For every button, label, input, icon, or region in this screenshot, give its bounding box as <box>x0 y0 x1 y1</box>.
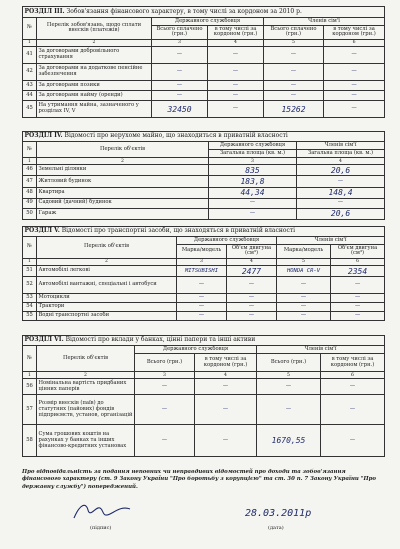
table-row: 58 Сума грошових коштів на рахунках у банках та інших фінансово-кредитних установах — — 1670,55 — <box>23 425 385 457</box>
signature-label: (підпис) <box>90 525 112 531</box>
s3-col-list-header: Перелік зобов'язань, щодо сплати внесків (платежів) <box>37 18 152 40</box>
section-5-table: РОЗДІЛ V. Відомості про транспортні засоби, що знаходяться в приватній власності № Перелік об'єктів Державного службовця Членів сім'ї Марка/модель Об'єм двигуна (см³) Марка/модель Об'єм двигуна (см³) 1 2 3 4 5 6 51 Автомобілі легкові MITSUBISHI 2477 HONDA CR-V 2354 52 Автомобілі вантажні, спеціальні і автобуси — — — — 53 Мотоцикли — — — — 54 Трактори — — — — 55 Водні транспортні засоби — — — — <box>22 226 385 321</box>
table-row: 44 За договорами найму (оренди) — — — — <box>23 91 385 101</box>
section-4-table: РОЗДІЛ IV. Відомості про нерухоме майно, що знаходиться в приватній власності № Перелік об'єктів Державного службовця Членів сім'ї Загальна площа (кв. м.) Загальна площа (кв. м.) 1 2 3 4 46 Земельні ділянки 835 20,6 47 Житловий будинок 183,8 — 48 Квартира 44,34 148,4 49 Садовий (дачний) будинок — — 50 Гараж — 20,6 <box>22 131 385 220</box>
section-3-table: РОЗДІЛ ІІІ. Зобов'язання фінансового характеру, в тому числі за кордоном за 2010 р. № Перелік зобов'язань, щодо сплати внесків (платежів) Державного службовця Членів сім'ї Всього сплачено (грн.) в тому числі за кордоном (грн.) Всього сплачено (грн.) в тому числі за кордоном (грн.) 1 2 3 4 5 6 41 За договорами добровільного страхування — — — — 42 За договорами на додаткове пенсійне забезпечення — — — — 43 За договорами позики — — — — 44 За договорами найму (оренди) — — — — 45 На утримання майна, зазначеного у розділах IV, V 32450 — 15262 — <box>22 6 385 118</box>
table-row: 43 За договорами позики — — — — <box>23 81 385 91</box>
table-row: 42 За договорами на додаткове пенсійне забезпечення — — — — <box>23 64 385 81</box>
table-row: 54 Трактори — — — — <box>23 303 385 312</box>
section-3-title: РОЗДІЛ ІІІ. Зобов'язання фінансового характеру, в тому числі за кордоном за 2010 р. <box>23 7 385 18</box>
responsibility-note: Про відповідальність за подання неповних чи неправдивих відомостей про доходи та зобов'язання фінансового характеру (ст. 9 Закону України "Про боротьбу з корупцією" та ст. 30 п. 7 Закону України "Про державну службу") попереджений. <box>22 469 376 490</box>
table-row: 53 Мотоцикли — — — — <box>23 294 385 303</box>
table-row: 57 Розмір внесків (паїв) до статутних (пайових) фондів підприємств, установ, організацій — — — — <box>23 395 385 425</box>
section-5-title: РОЗДІЛ V. Відомості про транспортні засоби, що знаходяться в приватній власності <box>23 227 385 237</box>
section-6-title: РОЗДІЛ VI. Відомості про вклади у банках, цінні папери та інші активи <box>23 336 385 346</box>
date-value: 28.03.2011р <box>245 508 312 519</box>
s3-family-header: Членів сім'ї <box>264 18 385 26</box>
table-row: 51 Автомобілі легкові MITSUBISHI 2477 HONDA CR-V 2354 <box>23 266 385 277</box>
table-row: 52 Автомобілі вантажні, спеціальні і автобуси — — — — <box>23 277 385 294</box>
table-row: 49 Садовий (дачний) будинок — — <box>23 198 385 208</box>
section-4-title: РОЗДІЛ IV. Відомості про нерухоме майно, що знаходиться в приватній власності <box>23 132 385 142</box>
table-row: 41 За договорами добровільного страхування — — — — <box>23 47 385 64</box>
table-row: 46 Земельні ділянки 835 20,6 <box>23 165 385 176</box>
table-row: 48 Квартира 44,34 148,4 <box>23 187 385 198</box>
table-row: 55 Водні транспортні засоби — — — — <box>23 312 385 321</box>
section-6-table: РОЗДІЛ VI. Відомості про вклади у банках, цінні папери та інші активи № Перелік об'єктів Державного службовця Членів сім'ї Всього (грн.) в тому числі за кордоном (грн.) Всього (грн.) в тому числі за кордоном (грн.) 1 2 3 4 5 6 56 Номінальна вартість придбаних цінних паперів — — — — 57 Розмір внесків (паїв) до статутних (пайових) фондів підприємств, установ, організацій — — — — 58 Сума грошових коштів на рахунках у банках та інших фінансово-кредитних установах — — 1670,55 — <box>22 335 385 457</box>
table-row: 50 Гараж — 20,6 <box>23 208 385 219</box>
table-row: 56 Номінальна вартість придбаних цінних паперів — — — — <box>23 379 385 395</box>
signature-mark <box>70 500 140 522</box>
table-row: 45 На утримання майна, зазначеного у розділах IV, V 32450 — 15262 — <box>23 101 385 118</box>
date-label: (дата) <box>268 525 284 531</box>
s3-state-header: Державного службовця <box>152 18 264 26</box>
table-row: 47 Житловий будинок 183,8 — <box>23 176 385 187</box>
